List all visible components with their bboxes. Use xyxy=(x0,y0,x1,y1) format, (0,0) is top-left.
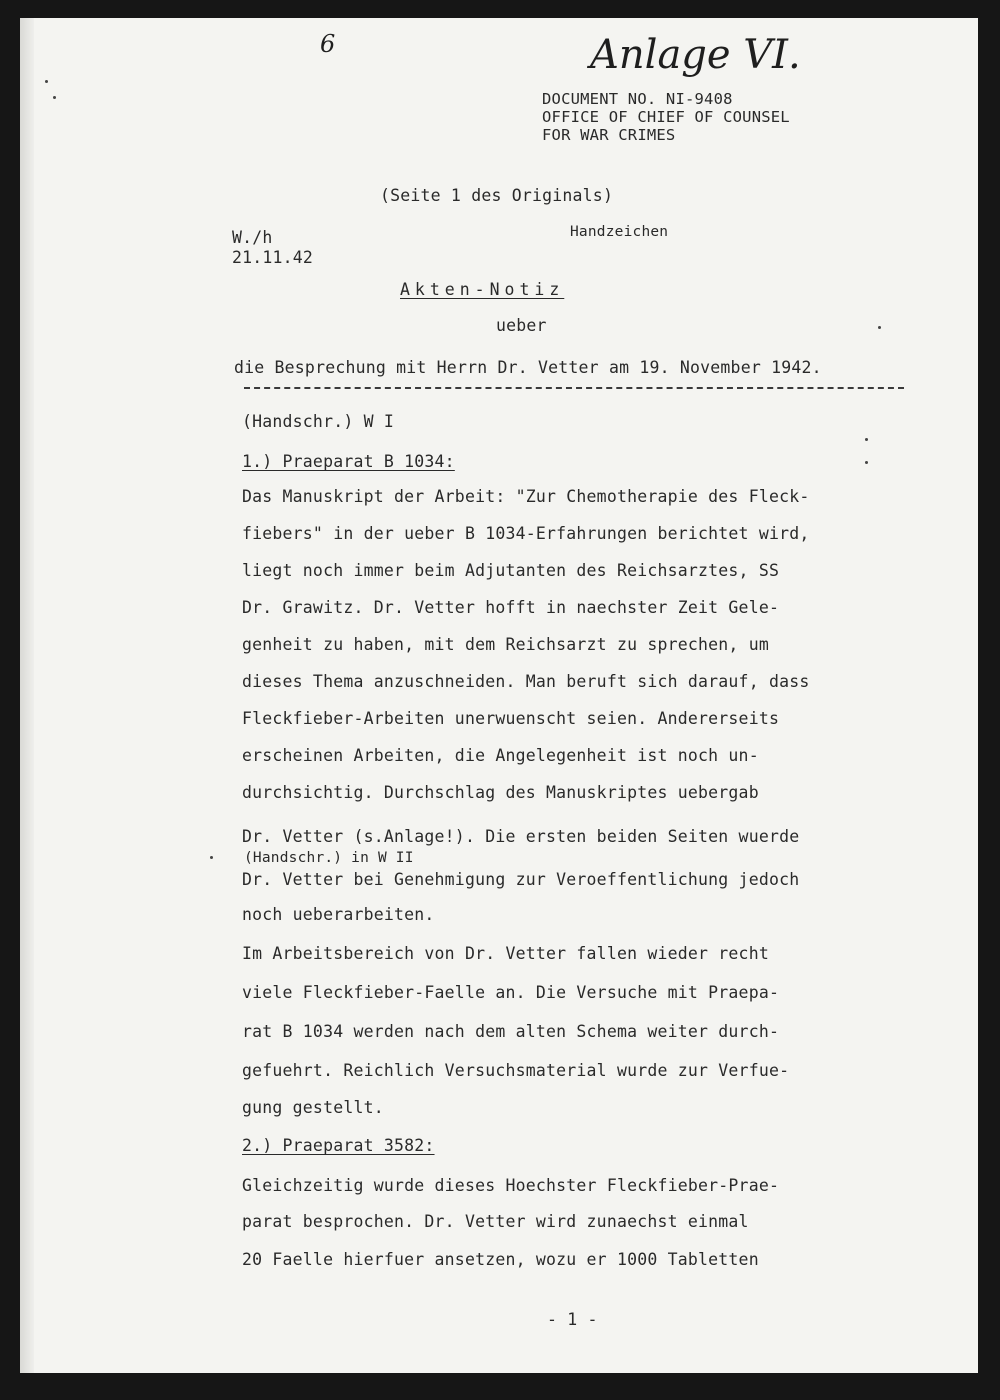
section-2-heading: 2.) Praeparat 3582: xyxy=(242,1136,435,1155)
section-1-line: Dr. Grawitz. Dr. Vetter hofft in naechster Zeit Gele- xyxy=(242,598,780,617)
section-2-line: parat besprochen. Dr. Vetter wird zunaechst einmal xyxy=(242,1212,749,1231)
document-number: DOCUMENT NO. NI-9408 xyxy=(542,90,733,108)
section-1-heading: 1.) Praeparat B 1034: xyxy=(242,452,455,471)
section-1-line: fiebers" in der ueber B 1034-Erfahrungen berichtet wird, xyxy=(242,524,810,543)
section-1-line: viele Fleckfieber-Faelle an. Die Versuche mit Praepa- xyxy=(242,983,780,1002)
handnote-w2: (Handschr.) in W II xyxy=(244,850,414,866)
section-2-line: Gleichzeitig wurde dieses Hoechster Fleckfieber-Prae- xyxy=(242,1176,780,1195)
document-page xyxy=(20,18,978,1373)
reference-code: W./h xyxy=(232,228,273,247)
memo-subject: die Besprechung mit Herrn Dr. Vetter am 19. November 1942. xyxy=(234,358,822,377)
handwritten-annex-label: Anlage VI. xyxy=(590,32,801,78)
handnote-w1: (Handschr.) W I xyxy=(242,412,395,431)
ink-speck xyxy=(865,438,868,441)
section-1-line: gung gestellt. xyxy=(242,1098,384,1117)
section-1-line: noch ueberarbeiten. xyxy=(242,905,435,924)
section-1-line: dieses Thema anzuschneiden. Man beruft sich darauf, dass xyxy=(242,672,810,691)
initials-note: Handzeichen xyxy=(570,224,669,240)
handwritten-number: 6 xyxy=(320,30,336,58)
about-label: ueber xyxy=(496,316,547,335)
section-1-line: Das Manuskript der Arbeit: "Zur Chemotherapie des Fleck- xyxy=(242,487,810,506)
section-1-line: gefuehrt. Reichlich Versuchsmaterial wurde zur Verfue- xyxy=(242,1061,790,1080)
section-1-line: Dr. Vetter bei Genehmigung zur Veroeffentlichung jedoch xyxy=(242,870,800,889)
office-line: OFFICE OF CHIEF OF COUNSEL xyxy=(542,108,790,126)
section-1-line: durchsichtig. Durchschlag des Manuskriptes uebergab xyxy=(242,783,759,802)
page-edge-shadow xyxy=(20,18,34,1373)
ink-speck xyxy=(865,461,868,464)
section-1-line: erscheinen Arbeiten, die Angelegenheit ist noch un- xyxy=(242,746,759,765)
reference-date: 21.11.42 xyxy=(232,248,314,267)
section-1-line: genheit zu haben, mit dem Reichsarzt zu sprechen, um xyxy=(242,635,769,654)
section-1-line: rat B 1034 werden nach dem alten Schema weiter durch- xyxy=(242,1022,780,1041)
ink-speck xyxy=(878,326,881,329)
war-crimes-line: FOR WAR CRIMES xyxy=(542,126,676,144)
page-note: (Seite 1 des Originals) xyxy=(380,186,614,205)
ink-speck xyxy=(53,96,56,99)
ink-speck xyxy=(210,856,213,859)
section-1-line: Im Arbeitsbereich von Dr. Vetter fallen wieder recht xyxy=(242,944,769,963)
section-1-line: Dr. Vetter (s.Anlage!). Die ersten beiden Seiten wuerde xyxy=(242,827,800,846)
memo-title: Akten-Notiz xyxy=(400,280,565,299)
section-2-line: 20 Faelle hierfuer ansetzen, wozu er 1000 Tabletten xyxy=(242,1250,759,1269)
section-1-line: Fleckfieber-Arbeiten unerwuenscht seien. Andererseits xyxy=(242,709,780,728)
subject-dashed-rule xyxy=(244,387,904,389)
ink-speck xyxy=(45,80,48,83)
section-1-line: liegt noch immer beim Adjutanten des Reichsarztes, SS xyxy=(242,561,780,580)
page-number: - 1 - xyxy=(547,1310,598,1329)
